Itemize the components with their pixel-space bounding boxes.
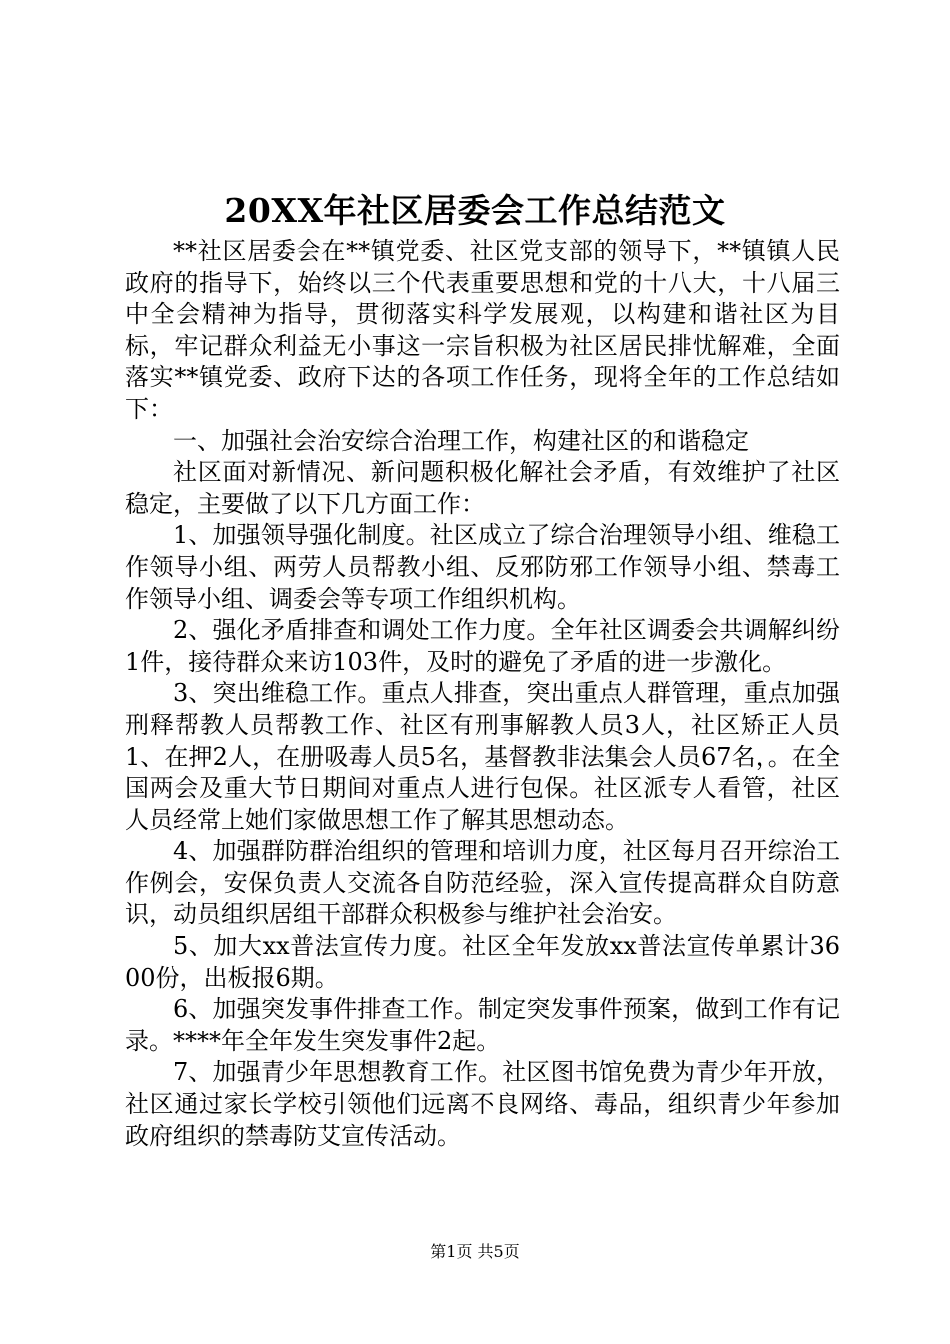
- page-number-footer: 第1页 共5页: [430, 1242, 520, 1261]
- item-paragraph-1: 1、加强领导强化制度。社区成立了综合治理领导小组、维稳工作领导小组、两劳人员帮教小组、反邪防邪工作领导小组、禁毒工作领导小组、调委会等专项工作组织机构。: [125, 521, 840, 613]
- section-heading-1: 一、加强社会治安综合治理工作，构建社区的和谐稳定: [173, 426, 749, 455]
- item-paragraph-2: 2、强化矛盾排查和调处工作力度。全年社区调委会共调解纠纷1件，接待群众来访103件，及时的避免了矛盾的进一步激化。: [125, 616, 840, 676]
- item-paragraph-4: 4、加强群防群治组织的管理和培训力度，社区每月召开综治工作例会，安保负责人交流各自防范经验，深入宣传提高群众自防意识，动员组织居组干部群众积极参与维护社会治安。: [125, 837, 840, 929]
- section-intro-paragraph: 社区面对新情况、新问题积极化解社会矛盾，有效维护了社区稳定，主要做了以下几方面工作：: [125, 458, 840, 518]
- item-paragraph-6: 6、加强突发事件排查工作。制定突发事件预案，做到工作有记录。****年全年发生突发事件2起。: [125, 995, 840, 1055]
- intro-paragraph: **社区居委会在**镇党委、社区党支部的领导下，**镇镇人民政府的指导下，始终以三个代表重要思想和党的十八大，十八届三中全会精神为指导，贯彻落实科学发展观，以构建和谐社区为目标，牢记群众利益无小事这一宗旨积极为社区居民排忧解难，全面落实**镇党委、政府下达的各项工作任务，现将全年的工作总结如下：: [125, 237, 840, 423]
- item-paragraph-5: 5、加大xx普法宣传力度。社区全年发放xx普法宣传单累计3600份，出板报6期。: [125, 932, 840, 992]
- item-paragraph-7: 7、加强青少年思想教育工作。社区图书馆免费为青少年开放，社区通过家长学校引领他们远离不良网络、毒品，组织青少年参加政府组织的禁毒防艾宣传活动。: [125, 1058, 840, 1150]
- document-title: 20XX年社区居委会工作总结范文: [224, 191, 726, 230]
- document-body: [125, 236, 840, 1152]
- item-paragraph-3: 3、突出维稳工作。重点人排查，突出重点人群管理，重点加强刑释帮教人员帮教工作、社区有刑事解教人员3人，社区矫正人员1、在押2人，在册吸毒人员5名，基督教非法集会人员67名，。在全国两会及重大节日期间对重点人进行包保。社区派专人看管，社区人员经常上她们家做思想工作了解其思想动态。: [125, 679, 840, 834]
